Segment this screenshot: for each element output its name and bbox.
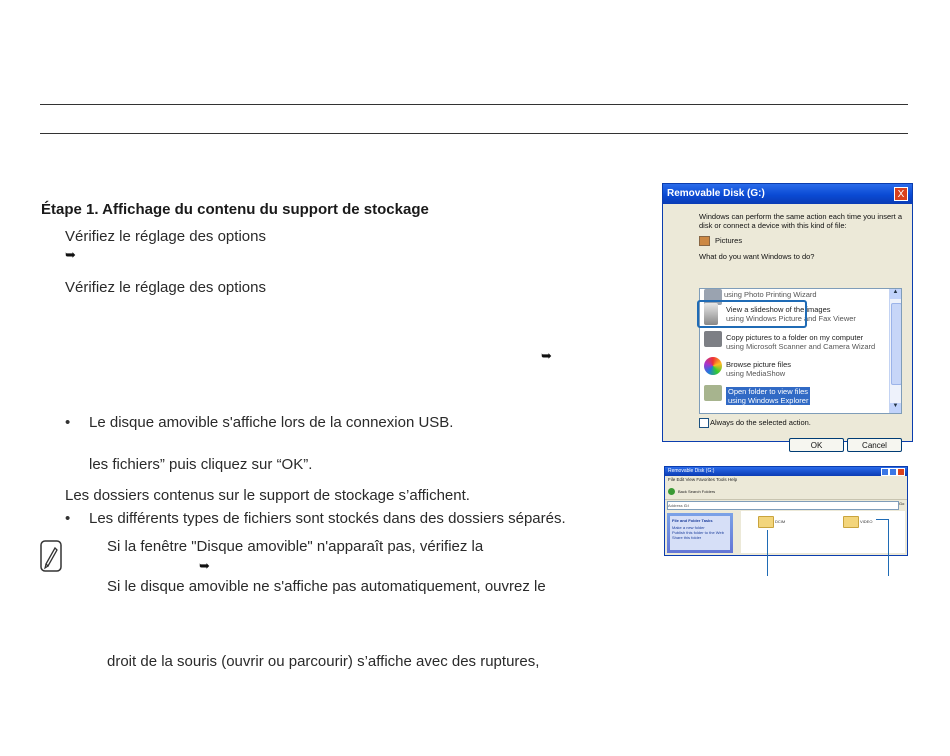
folder-icon[interactable] bbox=[843, 516, 859, 528]
explorer-window bbox=[664, 466, 908, 556]
list-item[interactable]: View a slideshow of the images using Windows Picture and Fax Viewer bbox=[726, 305, 856, 323]
task-item[interactable]: Share this folder bbox=[672, 535, 702, 540]
dialog-title: Removable Disk (G:) bbox=[663, 184, 912, 204]
task-pane bbox=[667, 513, 733, 553]
note-line-2: Si le disque amovible ne s'affiche pas automatiquement, ouvrez le bbox=[107, 578, 546, 595]
list-item[interactable]: Browse picture files using MediaShow bbox=[726, 360, 792, 378]
task-item[interactable]: Publish this folder to the Web bbox=[672, 530, 724, 535]
bullet-dot: • bbox=[65, 510, 71, 527]
note-icon bbox=[40, 540, 62, 572]
explorer-title: Removable Disk (G:) bbox=[665, 467, 907, 476]
menu-bar[interactable]: File Edit View Favorites Tools Help bbox=[668, 477, 738, 482]
bullet-dot: • bbox=[65, 414, 71, 431]
folder-icon bbox=[704, 385, 722, 401]
bullet-folders-text: Les différents types de fichiers sont stockés dans des dossiers séparés. bbox=[89, 510, 566, 527]
folder-view bbox=[741, 511, 905, 553]
toolbar-labels[interactable]: Back Search Folders bbox=[678, 489, 716, 494]
header-rule-top bbox=[40, 104, 908, 105]
always-checkbox[interactable] bbox=[699, 418, 709, 428]
folder-label-dcim[interactable]: DCIM bbox=[775, 519, 786, 524]
dialog-intro: Windows can perform the same action each time you insert a disk or connect a device with this kind of file: bbox=[699, 212, 903, 230]
callout-line-dcim bbox=[767, 530, 768, 576]
task-item[interactable]: Make a new folder bbox=[672, 525, 705, 530]
header-rule-bottom bbox=[40, 133, 908, 134]
folder-icon[interactable] bbox=[758, 516, 774, 528]
note-line-1: Si la fenêtre "Disque amovible" n'apparaît pas, vérifiez la bbox=[107, 538, 484, 555]
close-icon[interactable]: X bbox=[894, 187, 908, 201]
bullet-usb-text: Le disque amovible s'affiche lors de la connexion USB. bbox=[89, 414, 454, 431]
step-line-3: les fichiers” puis cliquez sur “OK”. bbox=[89, 456, 313, 473]
arrow-icon: ➥ bbox=[65, 247, 76, 262]
mediashow-icon bbox=[704, 357, 722, 375]
ok-button[interactable]: OK bbox=[789, 438, 844, 452]
address-bar[interactable]: Address G:\ bbox=[667, 501, 899, 510]
maximize-icon[interactable] bbox=[889, 468, 897, 476]
go-button[interactable]: Go bbox=[899, 501, 905, 506]
camera-icon bbox=[704, 331, 722, 347]
content-type: Pictures bbox=[715, 236, 743, 245]
note-line-3: droit de la souris (ouvrir ou parcourir) s’affiche avec des ruptures, bbox=[107, 653, 540, 670]
cancel-button[interactable]: Cancel bbox=[847, 438, 902, 452]
step-line-1: Vérifiez le réglage des options bbox=[65, 228, 266, 245]
scroll-up-icon[interactable]: ▲ bbox=[890, 289, 901, 299]
list-item[interactable]: using Photo Printing Wizard bbox=[724, 290, 817, 299]
close-icon[interactable] bbox=[897, 468, 905, 476]
arrow-icon: ➥ bbox=[541, 348, 552, 363]
task-header: File and Folder Tasks bbox=[672, 518, 713, 523]
autoplay-dialog bbox=[662, 183, 913, 450]
step-line-4: Les dossiers contenus sur le support de stockage s’affichent. bbox=[65, 487, 470, 504]
dialog-question: What do you want Windows to do? bbox=[699, 252, 815, 261]
list-item-selected[interactable]: Open folder to view files using Windows Explorer bbox=[728, 387, 809, 405]
toolbar bbox=[665, 485, 907, 500]
pictures-icon bbox=[699, 236, 710, 246]
back-icon[interactable] bbox=[668, 488, 675, 495]
arrow-icon: ➥ bbox=[199, 558, 210, 573]
step-line-2: Vérifiez le réglage des options bbox=[65, 279, 266, 296]
scroll-thumb[interactable] bbox=[891, 303, 902, 385]
callout-line-video-horizontal bbox=[876, 519, 888, 520]
list-item[interactable]: Copy pictures to a folder on my computer using Microsoft Scanner and Camera Wizard bbox=[726, 333, 876, 351]
scroll-down-icon[interactable]: ▼ bbox=[890, 403, 901, 413]
callout-line-video bbox=[888, 519, 889, 576]
always-checkbox-label: Always do the selected action. bbox=[710, 418, 811, 427]
selection-highlight bbox=[697, 300, 807, 328]
minimize-icon[interactable] bbox=[881, 468, 889, 476]
folder-label-video[interactable]: VIDEO bbox=[860, 519, 873, 524]
scrollbar[interactable] bbox=[889, 289, 901, 413]
step-heading: Étape 1. Affichage du contenu du support de stockage bbox=[41, 201, 429, 218]
